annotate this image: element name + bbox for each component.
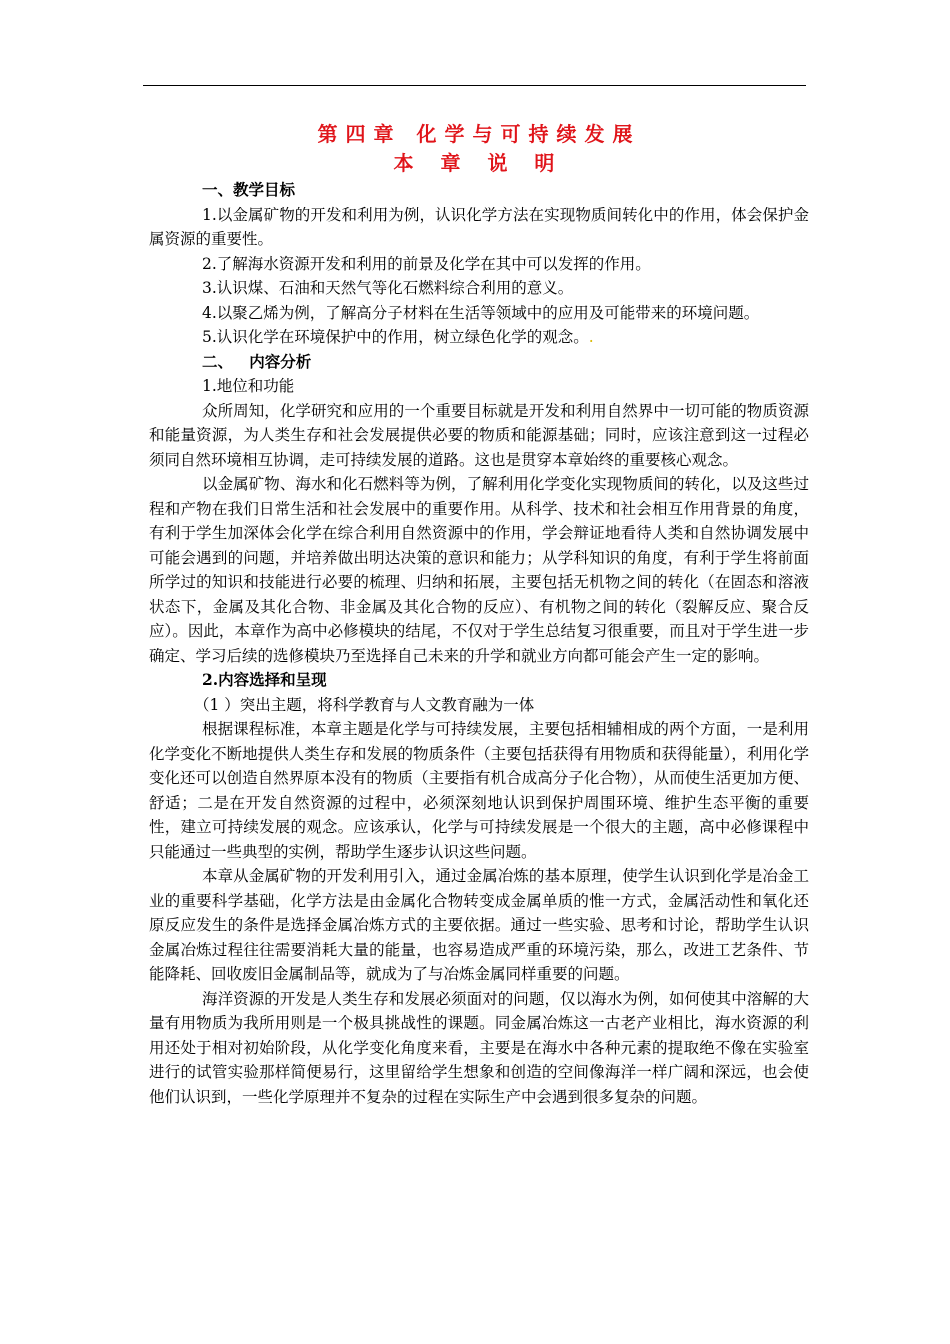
paragraph-with-mark [149,325,809,350]
paragraph: 4.以聚乙烯为例，了解高分子材料在生活等领域中的应用及可能带来的环境问题。 [202,303,760,322]
section-heading-analysis: 二、 内容分析 [202,351,312,371]
paragraph: 1.以金属矿物的开发和利用为例，认识化学方法在实现物质间转化中的作用，体会保护金属资源的重要性。 [149,205,809,248]
header-rule [143,85,806,86]
paragraph: 2.了解海水资源开发和利用的前景及化学在其中可以发挥的作用。 [202,254,651,273]
paragraph-text: 5.认识化学在环境保护中的作用，树立绿色化学的观念。 [202,328,589,346]
section-heading-goals: 一、教学目标 [202,180,296,199]
subheading: 1.地位和功能 [202,377,295,395]
chapter-title: 第四章 化学与可持续发展 [317,122,641,146]
subheading: （1 ）突出主题，将科学教育与人文教育融为一体 [194,695,535,714]
paragraph: 以金属矿物、海水和化石燃料等为例，了解利用化学变化实现物质间的转化，以及这些过程和产物在我们日常生活和社会发展中的重要作用。从科学、技术和社会相互作用背景的角度，有利于学生加深体会化学在综合利用自然资源中的作用，学会辩证地看待人类和自然协调发展中可能会遇到的问题，并培养做出明达决策的意识和能力；从学科知识的角度，有利于学生将前面所学过的知识和技能进行必要的梳理、归纳和拓展，主要包括无机物之间的转化（在固态和溶液状态下，金属及其化合物、非金属及其化合物的反应）、有机物之间的转化（裂解反应、聚合反应）。因此，本章作为高中必修模块的结尾，不仅对于学生总结复习很重要，而且对于学生进一步确定、学习后续的选修模块乃至选择自己未来的升学和就业方向都可能会产生一定的影响。 [149,475,809,665]
paragraph: 3.认识煤、石油和天然气等化石燃料综合利用的意义。 [202,279,574,297]
paragraph: 海洋资源的开发是人类生存和发展必须面对的问题，仅以海水为例，如何使其中溶解的大量有用物质为我所用则是一个极具挑战性的课题。同金属冶炼这一古老产业相比，海水资源的利用还处于相对初始阶段，从化学变化角度来看，主要是在海水中各种元素的提取绝不像在实验室进行的试管实验那样简便易行，这里留给学生想象和创造的空间像海洋一样广阔和深远，也会使他们认识到，一些化学原理并不复杂的过程在实际生产中会遇到很多复杂的问题。 [149,989,809,1106]
section-heading-content: 2.内容选择和呈现 [202,670,327,689]
stray-mark: . [588,328,594,346]
paragraph: 本章从金属矿物的开发利用引入，通过金属冶炼的基本原理，使学生认识到化学是冶金工业的重要科学基础，化学方法是由金属化合物转变成金属单质的惟一方式，金属活动性和氧化还原反应发生的条件是选择金属冶炼方式的主要依据。通过一些实验、思考和讨论，帮助学生认识金属冶炼过程往往需要消耗大量的能量，也容易造成严重的环境污染，那么，改进工艺条件、节能降耗、回收废旧金属制品等，就成为了与冶炼金属同样重要的问题。 [149,867,809,983]
chapter-subtitle: 本 章 说 明 [393,151,565,175]
paragraph: 根据课程标准，本章主题是化学与可持续发展，主要包括相辅相成的两个方面，一是利用化学变化不断地提供人类生存和发展的物质条件（主要包括获得有用物质和获得能量），利用化学变化还可以创造自然界原本没有的物质（主要指有机合成高分子化合物），从而使生活更加方便、舒适；二是在开发自然资源的过程中，必须深刻地认识到保护周围环境、维护生态平衡的重要性，建立可持续发展的观念。应该承认，化学与可持续发展是一个很大的主题，高中必修课程中只能通过一些典型的实例，帮助学生逐步认识这些问题。 [149,720,809,861]
document-body [149,120,809,1109]
paragraph: 众所周知，化学研究和应用的一个重要目标就是开发和利用自然界中一切可能的物质资源和能量资源，为人类生存和社会发展提供必要的物质和能源基础；同时，应该注意到这一过程必须同自然环境相互协调，走可持续发展的道路。这也是贯穿本章始终的重要核心观念。 [149,401,809,469]
